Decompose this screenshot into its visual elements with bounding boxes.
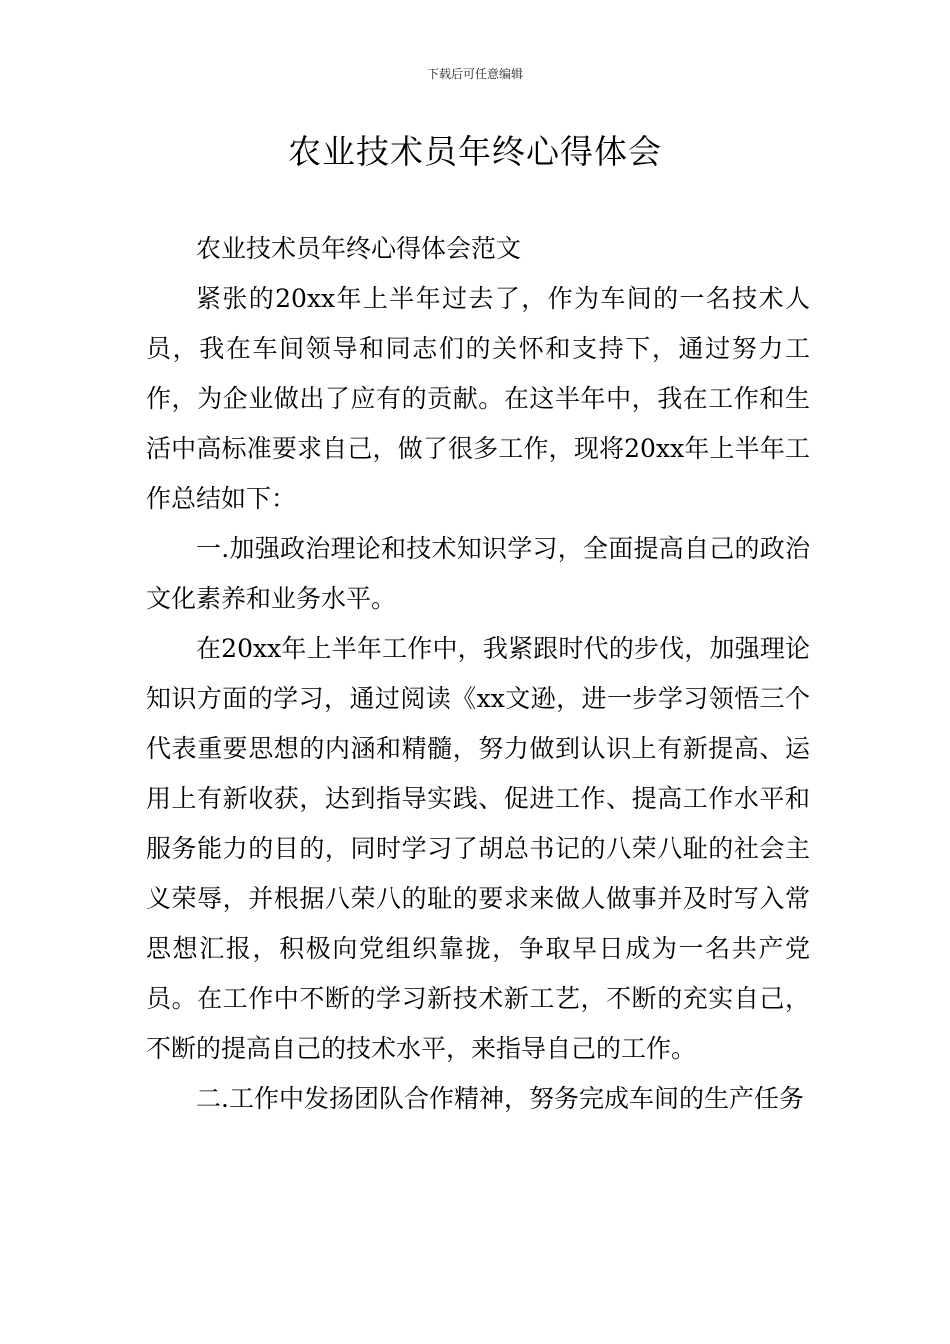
paragraph-intro: 紧张的20xx年上半年过去了，作为车间的一名技术人员，我在车间领导和同志们的关怀和支持下，通过努力工作，为企业做出了应有的贡献。在这半年中，我在工作和生活中高标准要求自己，做了很多工作，现将20xx年上半年工作总结如下： [146,284,810,513]
header-note: 下载后可任意编辑 [426,67,523,81]
document-body [146,224,810,1124]
paragraph-section-one-body: 在20xx年上半年工作中，我紧跟时代的步伐，加强理论知识方面的学习，通过阅读《xx文逊，进一步学习领悟三个代表重要思想的内涵和精髓，努力做到认识上有新提高、运用上有新收获，达到指导实践、促进工作、提高工作水平和服务能力的目的，同时学习了胡总书记的八荣八耻的社会主义荣辱，并根据八荣八的耻的要求来做人做事并及时写入常思想汇报，积极向党组织靠拢，争取早日成为一名共产党员。在工作中不断的学习新技术新工艺，不断的充实自己，不断的提高自己的技术水平，来指导自己的工作。 [146,634,810,1063]
paragraph-subtitle: 农业技术员年终心得体会范文 [196,234,522,263]
document-title: 农业技术员年终心得体会 [288,132,662,171]
paragraph-section-one-heading: 一.加强政治理论和技术知识学习，全面提高自己的政治文化素养和业务水平。 [146,534,810,613]
paragraph-section-two-heading: 二.工作中发扬团队合作精神，努务完成车间的生产任务 [196,1084,804,1113]
